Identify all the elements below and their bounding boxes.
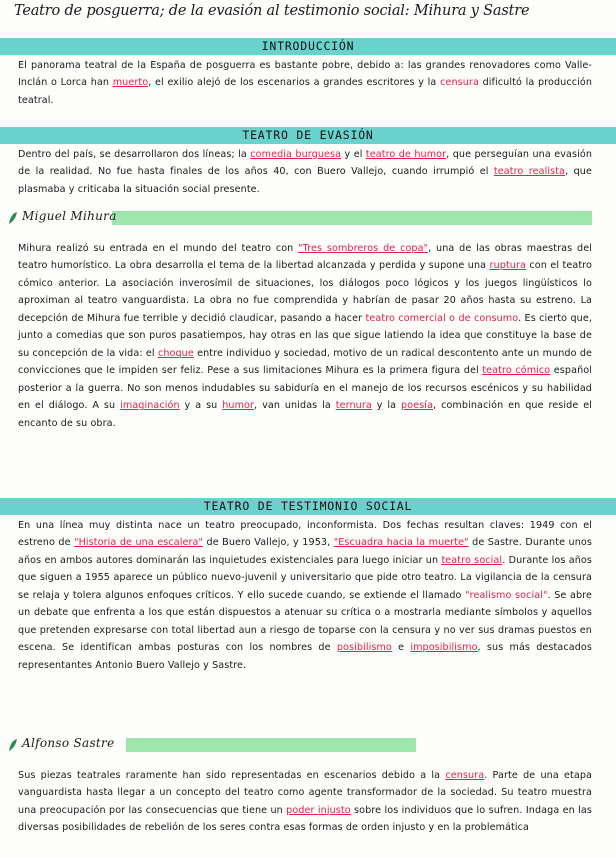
keyword: choque bbox=[157, 347, 194, 359]
subheading-highlight bbox=[126, 738, 416, 752]
testimonio-paragraph: En una línea muy distinta nace un teatro preocupado, inconformista. Dos fechas resultan claves: 1949 con el estreno de "Historia de una escalera" de Buero Vallejo, y 1953, "Escuadra hacia la muerte" de Sastre. Durante unos años en ambos autores dominarán las inquietudes existenciales para luego iniciar un teatro social. Durante los años que siguen a 1955 aparece un público nuevo-juvenil y universitario que pide otro teatro. La vigilancia de la censura se relaja y tolera algunos enfoques críticos. Y ello sucede cuando, se extiende el llamado "realismo social". Se abre un debate que enfrenta a los que están dispuestos a atenuar su crítica o a mostrarla mediante símbolos y aquellos que pretenden expresarse con total libertad aun a riesgo de toparse con la censura y no ver sus dramas puestos en escena. Se identifican ambas posturas con los nombres de posibilismo e imposibilismo, sus más destacados representantes Antonio Buero Vallejo y Sastre. bbox=[18, 519, 592, 671]
sastre-paragraph: Sus piezas teatrales raramente han sido representadas en escenarios debido a la censura. Parte de una etapa vanguardista hasta llegar a un concepto del teatro como agente transformador de la sociedad. Su teatro muestra una preocupación por las consecuencias que tiene un poder injusto sobre los individuos que lo sufren. Indaga en las diversas posibilidades de rebelión de los seres contra esas formas de orden injusto y en la problemática bbox=[18, 769, 592, 834]
keyword: humor bbox=[222, 400, 255, 412]
subsection-sastre bbox=[10, 736, 600, 754]
keyword: ruptura bbox=[489, 260, 527, 272]
keyword: teatro social bbox=[441, 554, 503, 566]
author-name: Miguel Mihura bbox=[22, 209, 117, 223]
mihura-paragraph: Mihura realizó su entrada en el mundo del teatro con "Tres sombreros de copa", una de las obras maestras del teatro humorístico. La obra desarrolla el tema de la libertad alcanzada y perdida y supone una ruptura con el teatro cómico anterior. La asociación inverosímil de situaciones, los diálogos poco lógicos y los juegos lingüísticos lo aproximan al teatro vanguardista. La obra no fue comprendida y habrían de pasar 20 años hasta su estreno. La decepción de Mihura fue terrible y decidió claudicar, pasando a hacer teatro comercial o de consumo. Es cierto que, junto a comedias que son puros pasatiempos, hay otras en las que sigue latiendo la idea que constituye la base de su concepción de la vida: el choque entre individuo y sociedad, motivo de un radical descontento ante un mundo de convicciones que le impiden ser feliz. Pese a sus limitaciones Mihura es la primera figura del teatro cómico español posterior a la guerra. No son menos indudables su sabiduría en el manejo de los recursos escénicos y su habilidad en el diálogo. A su imaginación y a su humor, van unidas la ternura y la poesía, combinación en que reside el encanto de su obra. bbox=[18, 242, 593, 429]
keyword: "Historia de una escalera" bbox=[74, 537, 204, 549]
keyword: ternura bbox=[335, 400, 372, 412]
keyword: "Tres sombreros de copa" bbox=[298, 242, 429, 254]
intro-paragraph: El panorama teatral de la España de posguerra es bastante pobre, debido a: las grandes renovadores como Valle-Inclán o Lorca han muerto, el exilio alejó de los escenarios a grandes escritores y la censura dificultó la producción teatral. bbox=[18, 59, 592, 106]
keyword: poesía bbox=[401, 400, 434, 412]
keyword: censura bbox=[445, 769, 485, 781]
section-heading-testimonio: TEATRO DE TESTIMONIO SOCIAL bbox=[0, 498, 616, 515]
keyword: imaginación bbox=[120, 400, 180, 412]
keyword: "realismo social" bbox=[465, 589, 548, 601]
leaf-doodle-icon bbox=[8, 738, 18, 752]
section-heading-evasion: TEATRO DE EVASIÓN bbox=[0, 127, 616, 144]
keyword: teatro realista bbox=[493, 166, 566, 178]
keyword: posibilismo bbox=[336, 642, 392, 654]
keyword: poder injusto bbox=[286, 804, 351, 816]
page-title: Teatro de posguerra; de la evasión al testimonio social: Mihura y Sastre bbox=[14, 3, 530, 19]
author-name: Alfonso Sastre bbox=[22, 736, 115, 750]
subsection-mihura bbox=[10, 209, 600, 227]
keyword: teatro cómico bbox=[482, 365, 551, 377]
section-heading-introduccion: INTRODUCCIÓN bbox=[0, 38, 616, 55]
keyword: "Escuadra hacia la muerte" bbox=[333, 537, 469, 549]
keyword: comedia burguesa bbox=[250, 148, 342, 160]
keyword: teatro comercial o de consumo bbox=[365, 312, 519, 324]
keyword: censura bbox=[440, 77, 479, 89]
keyword: teatro de humor bbox=[365, 148, 447, 160]
leaf-doodle-icon bbox=[8, 211, 18, 225]
keyword: imposibilismo bbox=[410, 642, 478, 654]
keyword: muerto bbox=[112, 77, 149, 89]
evasion-paragraph: Dentro del país, se desarrollaron dos líneas; la comedia burguesa y el teatro de humor, que perseguían una evasión de la realidad. No fue hasta finales de los años 40, con Buero Vallejo, cuando irrumpió el teatro realista, que plasmaba y criticaba la situación social presente. bbox=[18, 148, 593, 195]
subheading-highlight bbox=[112, 211, 592, 225]
